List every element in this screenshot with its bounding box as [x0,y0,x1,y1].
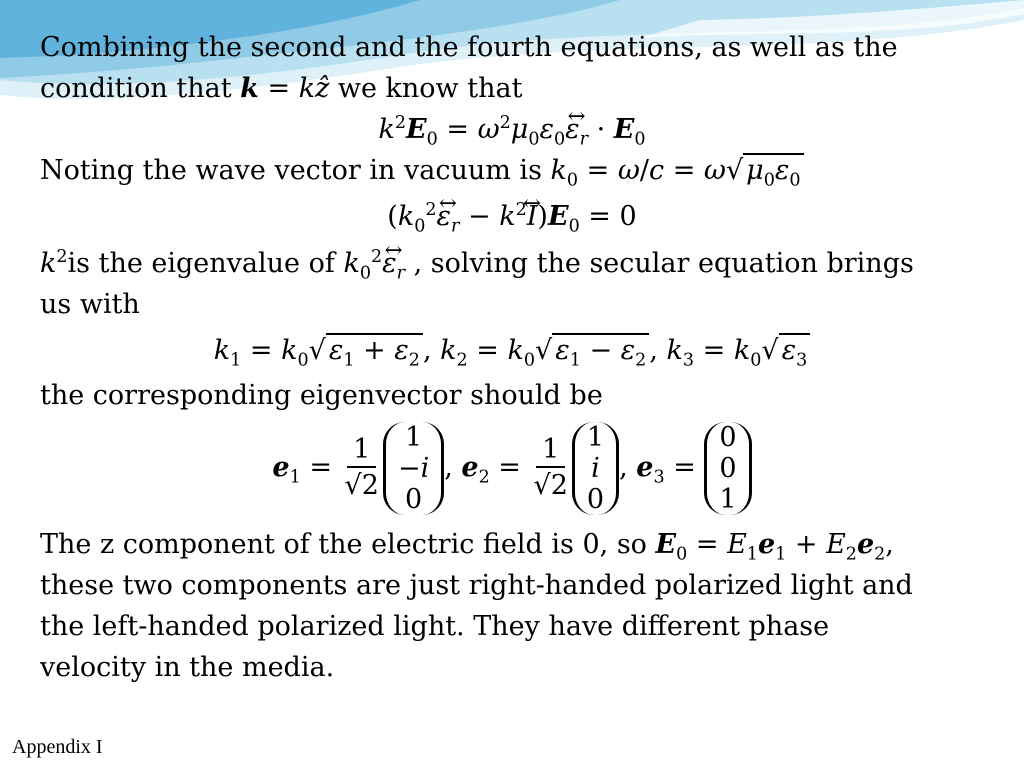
equation-secular: ($k_0^2\leftrightarrow$ $\varepsilon_r$ − $k^2\leftrightarrow$ $I)E_0 = 0$ [0,200,1024,234]
text-line-9: the corresponding eigenvector should be [40,380,603,411]
text-fragment: Noting the wave vector in vacuum is [40,155,551,186]
equation-wavenumbers: $k_1 = k_0√$ $\varepsilon_1 + \varepsilon_2$ , $k_2 = k_0√$ $\varepsilon_1 - \varepsilon_2$ , $k_3 = k_0√$ $\varepsilon_3$ [0,334,1024,368]
text-line-7: us with [40,289,140,320]
text-line-13: the left-handed polarized light. They have different phase [40,611,830,642]
text-fragment: we know that [329,73,523,104]
text-line-1: Combining the second and the fourth equations, as well as the [40,32,898,63]
text-line-4: Noting the wave vector in vacuum is $k_0 = \omega/c = \omega√$ $\mu_0\varepsilon_0$ [40,154,804,188]
text-line-2: condition that k = kẑ we know that [40,73,523,104]
equation-eigenvectors: $e_1$ = $\frac{1}{√2}$ 1 −i 0 , $e_2$ = $\frac{1}{√2}$ 1 i 0 , $e_3$ = 0 0 1 [0,418,1024,522]
equation-dispersion: $k^2E_0$ = $\omega^2\mu_0\varepsilon_0\leftrightarrow$ $\varepsilon_r \cdot E_0$ [0,113,1024,147]
text-line-11: The z component of the electric field is 0, so $E_0 = E_1e_1 + E_2e_2$, [40,529,894,565]
text-line-14: velocity in the media. [40,652,335,683]
text-fragment: The z component of the electric field is 0, so [40,529,656,560]
text-line-12: these two components are just right-handed polarized light and [40,570,913,601]
footer-appendix-label: Appendix I [12,736,103,758]
text-fragment: is the eigenvalue of [67,248,344,279]
text-line-6: $k^2is$ the eigenvalue of $k_0^2\leftrightarrow$ $\varepsilon_r$ , solving the secular equation brings [40,247,914,281]
text-fragment: , solving the secular equation brings [405,248,914,279]
text-fragment: condition that [40,73,241,104]
